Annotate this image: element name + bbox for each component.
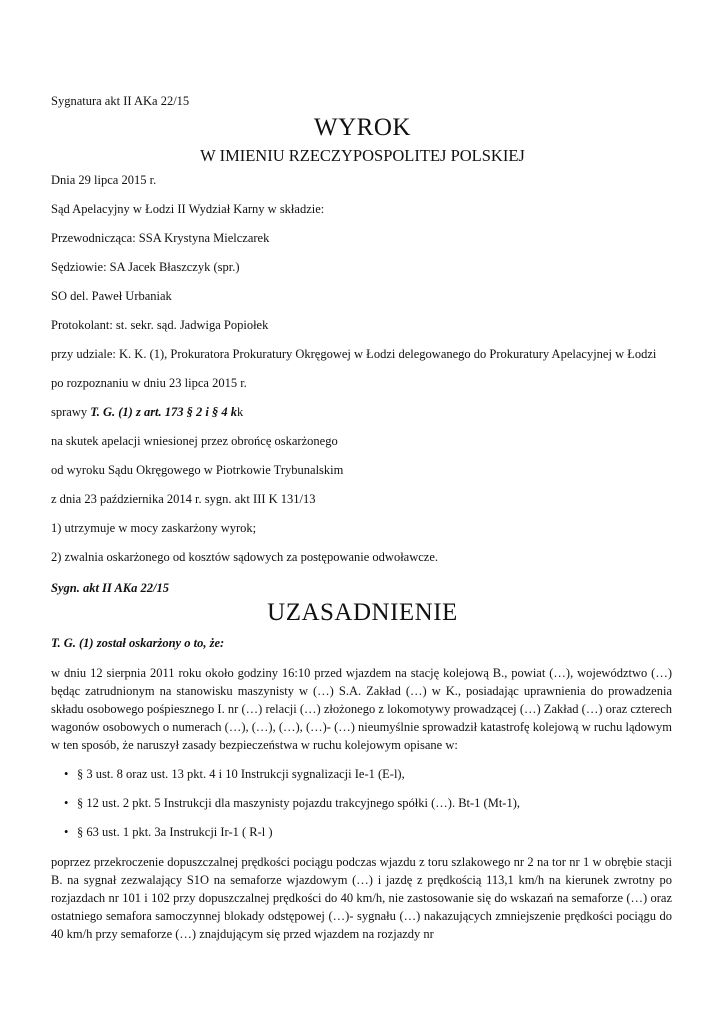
judgment-date: Dnia 29 lipca 2015 r. <box>51 173 157 187</box>
bullet-text: § 3 ust. 8 oraz ust. 13 pkt. 4 i 10 Instrukcji sygnalizacji Ie-1 (E-l), <box>77 767 405 781</box>
justification-title: UZASADNIENIE <box>267 599 458 626</box>
case-defendant-article: T. G. (1) z art. 173 § 2 i § 4 k <box>90 405 237 419</box>
court-composition: Sąd Apelacyjny w Łodzi II Wydział Karny w składzie: <box>51 202 325 216</box>
appeal-line: na skutek apelacji wniesionej przez obrońcę oskarżonego <box>51 434 338 448</box>
charge-heading: T. G. (1) został oskarżony o to, że: <box>51 636 225 650</box>
bullet-text: § 12 ust. 2 pkt. 5 Instrukcji dla maszynisty pojazdu trakcyjnego spółki (…). Bt-1 (Mt-1), <box>77 796 520 810</box>
case-signature: Sygnatura akt II AKa 22/15 <box>51 94 190 108</box>
judgment-title: WYROK <box>314 114 411 141</box>
hearing-date: po rozpoznaniu w dniu 23 lipca 2015 r. <box>51 376 247 390</box>
bullet-item <box>64 795 520 811</box>
presiding-judge: Przewodnicząca: SSA Krystyna Mielczarek <box>51 231 270 245</box>
ruling-1: 1) utrzymuje w mocy zaskarżony wyrok; <box>51 521 257 535</box>
lower-court-date: z dnia 23 października 2014 r. sygn. akt III K 131/13 <box>51 492 316 506</box>
judgment-subtitle: W IMIENIU RZECZYPOSPOLITEJ POLSKIEJ <box>200 146 525 165</box>
bullet-symbol: • <box>64 767 69 781</box>
delegated-judge: SO del. Paweł Urbaniak <box>51 289 172 303</box>
bullet-symbol: • <box>64 825 69 839</box>
case-prefix: sprawy <box>51 405 91 419</box>
bullet-text: § 63 ust. 1 pkt. 3a Instrukcji Ir-1 ( R-l ) <box>77 825 273 839</box>
bullet-item <box>64 824 273 840</box>
justification-signature: Sygn. akt II AKa 22/15 <box>51 581 169 595</box>
case-suffix: k <box>237 405 244 419</box>
charge-paragraph: w dniu 12 sierpnia 2011 roku około godziny 16:10 przed wjazdem na stację kolejową B., powiat (…), województwo (…) będąc zatrudnionym na stanowisku maszynisty w (…) S.A. Zakład (…) w K., posiadając uprawnienia do prowadzenia składu osobowego pośpiesznego I. nr (…) relacji (…) złożonego z lokomotywy prowadzącej (…) Zakład (…) oraz czterech wagonów osobowych o numerach (…), (…), (…), (…)- (…) nieumyślnie sprowadził katastrofę kolejową w ruchu lądowym w ten sposób, że naruszył zasady bezpieczeństwa w ruchu kolejowym opisane w: <box>51 666 672 752</box>
judges: Sędziowie: SA Jacek Błaszczyk (spr.) <box>51 260 240 274</box>
ruling-2: 2) zwalnia oskarżonego od kosztów sądowych za postępowanie odwoławcze. <box>51 550 439 564</box>
participation: przy udziale: K. K. (1), Prokuratora Prokuratury Okręgowej w Łodzi delegowanego do Prokuratury Apelacyjnej w Łodzi <box>51 347 657 361</box>
lower-court-line: od wyroku Sądu Okręgowego w Piotrkowie Trybunalskim <box>51 463 344 477</box>
bullet-item <box>64 766 405 782</box>
court-clerk: Protokolant: st. sekr. sąd. Jadwiga Popiołek <box>51 318 269 332</box>
bullet-symbol: • <box>64 796 69 810</box>
case-description <box>51 404 243 420</box>
violation-paragraph: poprzez przekroczenie dopuszczalnej prędkości pociągu podczas wjazdu z toru szlakowego nr 2 na tor nr 1 w obrębie stacji B. na sygnał zezwalający S1O na semaforze wjazdowym (…) i jazdę z prędkością 113,1 km/h na kierunek zwrotny po rozjazdach nr 101 i 102 przy dopuszczalnej prędkości do 40 km/h, nie zastosowanie się do wskazań na semaforze (…) oraz ostatniego semafora samoczynnej blokady odstępowej (…)- sygnału (…) nakazujących zmniejszenie prędkości pociągu do 40 km/h przy semaforze (…) znajdującym się przed wjazdem na rozjazdy nr <box>51 855 672 941</box>
